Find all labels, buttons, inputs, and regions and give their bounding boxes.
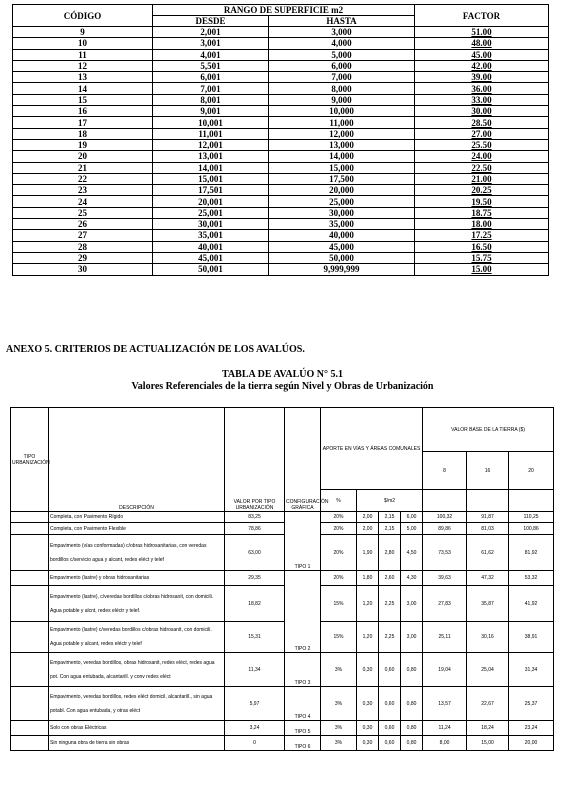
desde-cell: 50,001 xyxy=(153,264,269,275)
table-row xyxy=(13,241,549,252)
config-cell: TIPO 5 xyxy=(285,721,321,736)
desde-cell: 3,001 xyxy=(153,38,269,49)
descripcion-cell: Empavimento, veredas bordillos, redes eléct domicil, alcantarill., sin agua potabl. Con agua entubada, y otras eléct xyxy=(49,687,225,721)
descripcion-cell: Completa, con Pavimento Flexible xyxy=(49,523,225,535)
pct-cell: 3% xyxy=(321,721,357,736)
valor-cell: 5,97 xyxy=(225,687,285,721)
aporte-cell: 1,90 xyxy=(357,535,379,571)
hasta-cell: 4,000 xyxy=(269,38,415,49)
valor-cell: 83,25 xyxy=(225,512,285,523)
codigo-cell: 11 xyxy=(13,49,153,60)
table-row xyxy=(11,523,554,535)
config-cell: TIPO 1 xyxy=(285,512,321,571)
valor-cell: 0 xyxy=(225,736,285,751)
factor-cell: 42.00 xyxy=(415,60,549,71)
table-row xyxy=(11,535,554,571)
hasta-cell: 45,000 xyxy=(269,241,415,252)
desde-cell: 35,001 xyxy=(153,230,269,241)
avaluo-table xyxy=(10,407,554,751)
table-row xyxy=(13,27,549,38)
codigo-cell: 18 xyxy=(13,128,153,139)
table-row xyxy=(11,571,554,586)
aporte-cell: 0,30 xyxy=(357,721,379,736)
factor-cell: 30.00 xyxy=(415,106,549,117)
table-row xyxy=(13,83,549,94)
aporte-cell: 2,25 xyxy=(379,622,401,653)
pct-cell: 20% xyxy=(321,571,357,586)
descripcion-cell: Empavimento (lastre) c/veredas bordillos c/obras hidrosanit, con domicili. Agua potable y alcant, redes eléctr y telef xyxy=(49,622,225,653)
hasta-cell: 5,000 xyxy=(269,49,415,60)
desde-cell: 2,001 xyxy=(153,27,269,38)
desde-cell: 12,001 xyxy=(153,139,269,150)
factor-cell: 16.50 xyxy=(415,241,549,252)
superficie-factor-table xyxy=(12,4,549,276)
base-20-header: 20 xyxy=(509,452,554,490)
factor-cell: 20.25 xyxy=(415,185,549,196)
codigo-cell: 23 xyxy=(13,185,153,196)
codigo-cell: 14 xyxy=(13,83,153,94)
table-row xyxy=(11,687,554,721)
desde-cell: 20,001 xyxy=(153,196,269,207)
factor-cell: 19.50 xyxy=(415,196,549,207)
desde-cell: 14,001 xyxy=(153,162,269,173)
aporte-cell: 2,00 xyxy=(357,523,379,535)
hasta-cell: 40,000 xyxy=(269,230,415,241)
codigo-cell: 9 xyxy=(13,27,153,38)
codigo-cell: 12 xyxy=(13,60,153,71)
desde-cell: 11,001 xyxy=(153,128,269,139)
valor-cell: 15,31 xyxy=(225,622,285,653)
base-cell: 31,34 xyxy=(509,653,554,687)
factor-cell: 17.25 xyxy=(415,230,549,241)
factor-cell: 15.00 xyxy=(415,264,549,275)
m2-header: $/m2 xyxy=(357,490,423,512)
table-row xyxy=(13,72,549,83)
base-cell: 15,00 xyxy=(467,736,509,751)
pct-cell: 3% xyxy=(321,653,357,687)
base-header: VALOR BASE DE LA TIERRA ($) xyxy=(423,408,554,452)
pct-cell: 20% xyxy=(321,523,357,535)
hasta-cell: 30,000 xyxy=(269,207,415,218)
base-cell: 25,11 xyxy=(423,622,467,653)
aporte-cell: 3,00 xyxy=(401,622,423,653)
pct-cell: 3% xyxy=(321,687,357,721)
base-cell: 100,86 xyxy=(509,523,554,535)
base-cell: 100,32 xyxy=(423,512,467,523)
base-cell: 39,63 xyxy=(423,571,467,586)
table-row xyxy=(11,586,554,622)
hasta-cell: 14,000 xyxy=(269,151,415,162)
aporte-cell: 2,15 xyxy=(379,512,401,523)
codigo-cell: 29 xyxy=(13,252,153,263)
table-row xyxy=(13,38,549,49)
table2-subtitle: Valores Referenciales de la tierra según Nivel y Obras de Urbanización xyxy=(131,381,434,392)
aporte-cell: 2,80 xyxy=(379,535,401,571)
tipo-cell xyxy=(11,622,49,653)
base-cell: 47,32 xyxy=(467,571,509,586)
factor-cell: 51.00 xyxy=(415,27,549,38)
table-row xyxy=(13,151,549,162)
aporte-cell: 6,00 xyxy=(401,512,423,523)
hasta-cell: 20,000 xyxy=(269,185,415,196)
base-16-header: 16 xyxy=(467,452,509,490)
descripcion-cell: Completa, con Pavimento Rígido xyxy=(49,512,225,523)
descripcion-cell: Empavimento (lastre) y obras hidrosanitarias xyxy=(49,571,225,586)
table-row xyxy=(13,173,549,184)
aporte-cell: 0,60 xyxy=(379,687,401,721)
aporte-cell: 2,00 xyxy=(357,512,379,523)
desde-cell: 45,001 xyxy=(153,252,269,263)
base-cell: 11,24 xyxy=(423,721,467,736)
rango-header: RANGO DE SUPERFICIE m2 xyxy=(153,5,415,16)
hasta-cell: 9,000 xyxy=(269,94,415,105)
config-header: CONFIGURACIÓN GRÁFICA xyxy=(285,408,321,512)
hasta-cell: 6,000 xyxy=(269,60,415,71)
tipo-cell xyxy=(11,512,49,523)
table-row xyxy=(11,622,554,653)
codigo-cell: 27 xyxy=(13,230,153,241)
desde-header: DESDE xyxy=(153,16,269,27)
tipo-cell xyxy=(11,687,49,721)
desde-cell: 15,001 xyxy=(153,173,269,184)
hasta-cell: 8,000 xyxy=(269,83,415,94)
pct-cell: 20% xyxy=(321,535,357,571)
hasta-cell: 9,999,999 xyxy=(269,264,415,275)
desde-cell: 13,001 xyxy=(153,151,269,162)
codigo-cell: 28 xyxy=(13,241,153,252)
valor-cell: 11,34 xyxy=(225,653,285,687)
codigo-cell: 21 xyxy=(13,162,153,173)
base-cell: 19,04 xyxy=(423,653,467,687)
factor-cell: 18.00 xyxy=(415,219,549,230)
pct-header: % xyxy=(321,490,357,512)
tipo-cell xyxy=(11,523,49,535)
table-row xyxy=(11,736,554,751)
superficie-factor-body xyxy=(13,27,549,276)
codigo-cell: 19 xyxy=(13,139,153,150)
hasta-cell: 50,000 xyxy=(269,252,415,263)
hasta-header: HASTA xyxy=(269,16,415,27)
factor-header: FACTOR xyxy=(415,5,549,27)
base-cell: 18,24 xyxy=(467,721,509,736)
pct-cell: 15% xyxy=(321,622,357,653)
desde-cell: 5,501 xyxy=(153,60,269,71)
hasta-cell: 13,000 xyxy=(269,139,415,150)
base-cell: 23,24 xyxy=(509,721,554,736)
aporte-cell: 0,30 xyxy=(357,736,379,751)
base-cell: 81,92 xyxy=(509,535,554,571)
base-8-header: 8 xyxy=(423,452,467,490)
hasta-cell: 25,000 xyxy=(269,196,415,207)
aporte-cell: 2,25 xyxy=(379,586,401,622)
factor-cell: 28.50 xyxy=(415,117,549,128)
factor-cell: 21.00 xyxy=(415,173,549,184)
base-cell: 38,91 xyxy=(509,622,554,653)
table-row xyxy=(13,196,549,207)
codigo-cell: 24 xyxy=(13,196,153,207)
aporte-cell: 3,00 xyxy=(401,586,423,622)
config-cell: TIPO 6 xyxy=(285,736,321,751)
table-row xyxy=(13,128,549,139)
codigo-cell: 15 xyxy=(13,94,153,105)
valor-cell: 3,24 xyxy=(225,721,285,736)
factor-cell: 24.00 xyxy=(415,151,549,162)
aporte-cell: 0,30 xyxy=(357,653,379,687)
table2-title: TABLA DE AVALÚO N° 5.1 xyxy=(222,369,343,380)
factor-cell: 18.75 xyxy=(415,207,549,218)
aporte-cell: 0,60 xyxy=(379,653,401,687)
desde-cell: 30,001 xyxy=(153,219,269,230)
table-row xyxy=(11,512,554,523)
descripcion-cell: Sin ninguna obra de tierra sin obras xyxy=(49,736,225,751)
descripcion-cell: Empavimento, veredas bordillos, obras hidrosanit, redes eléct, redes agua pot. Con agua entubada, alcantarill. y conv redes eléct xyxy=(49,653,225,687)
base-cell: 25,04 xyxy=(467,653,509,687)
desde-cell: 7,001 xyxy=(153,83,269,94)
desde-cell: 8,001 xyxy=(153,94,269,105)
aporte-cell: 1,20 xyxy=(357,622,379,653)
avaluo-body xyxy=(11,512,554,751)
aporte-cell: 1,20 xyxy=(357,586,379,622)
tipo-cell xyxy=(11,653,49,687)
base-cell: 13,57 xyxy=(423,687,467,721)
base-cell: 73,53 xyxy=(423,535,467,571)
tipo-cell xyxy=(11,736,49,751)
aporte-cell: 5,00 xyxy=(401,523,423,535)
codigo-cell: 13 xyxy=(13,72,153,83)
pct-cell: 20% xyxy=(321,512,357,523)
base-cell: 30,16 xyxy=(467,622,509,653)
desde-cell: 17,501 xyxy=(153,185,269,196)
aporte-cell: 2,60 xyxy=(379,571,401,586)
table-row xyxy=(13,185,549,196)
aporte-cell: 4,30 xyxy=(401,571,423,586)
factor-cell: 33.00 xyxy=(415,94,549,105)
tipo-cell xyxy=(11,586,49,622)
hasta-cell: 15,000 xyxy=(269,162,415,173)
tipo-header: TIPO URBANIZACIÓN xyxy=(11,408,49,512)
table-row xyxy=(11,653,554,687)
tipo-cell xyxy=(11,535,49,571)
base-cell: 8,00 xyxy=(423,736,467,751)
annex-title: ANEXO 5. CRITERIOS DE ACTUALIZACIÓN DE LOS AVALÚOS. xyxy=(6,344,305,355)
factor-cell: 22.50 xyxy=(415,162,549,173)
base-cell: 91,87 xyxy=(467,512,509,523)
descripcion-header: DESCRIPCIÓN xyxy=(49,408,225,512)
base-cell: 81,03 xyxy=(467,523,509,535)
desde-cell: 9,001 xyxy=(153,106,269,117)
table-row xyxy=(13,162,549,173)
table-row xyxy=(13,219,549,230)
tipo-cell xyxy=(11,721,49,736)
table-row xyxy=(13,207,549,218)
codigo-cell: 30 xyxy=(13,264,153,275)
descripcion-cell: Empavimento (vías conformadas) c/obras hidrosanitarias, con veredas bordillos c/servicio agua y alcant, redes eléct y telef xyxy=(49,535,225,571)
factor-cell: 45.00 xyxy=(415,49,549,60)
valor-cell: 63,00 xyxy=(225,535,285,571)
base-cell: 110,25 xyxy=(509,512,554,523)
base-cell: 27,83 xyxy=(423,586,467,622)
table-row xyxy=(13,117,549,128)
codigo-cell: 22 xyxy=(13,173,153,184)
base-cell: 89,86 xyxy=(423,523,467,535)
pct-cell: 3% xyxy=(321,736,357,751)
codigo-cell: 25 xyxy=(13,207,153,218)
codigo-cell: 26 xyxy=(13,219,153,230)
valor-cell: 78,86 xyxy=(225,523,285,535)
aporte-header: APORTE EN VÍAS Y ÁREAS COMUNALES xyxy=(321,408,423,490)
config-cell: TIPO 2 xyxy=(285,571,321,653)
table-row xyxy=(11,721,554,736)
aporte-cell: 0,30 xyxy=(357,687,379,721)
aporte-cell: 0,80 xyxy=(401,736,423,751)
descripcion-cell: Solo con obras Eléctricas xyxy=(49,721,225,736)
aporte-cell: 0,80 xyxy=(401,653,423,687)
config-cell: TIPO 3 xyxy=(285,653,321,687)
base-cell: 22,67 xyxy=(467,687,509,721)
base-cell: 25,37 xyxy=(509,687,554,721)
desde-cell: 4,001 xyxy=(153,49,269,60)
aporte-cell: 0,80 xyxy=(401,721,423,736)
aporte-cell: 2,15 xyxy=(379,523,401,535)
table-row xyxy=(13,139,549,150)
codigo-header: CÓDIGO xyxy=(13,5,153,27)
base-cell: 61,62 xyxy=(467,535,509,571)
factor-cell: 36.00 xyxy=(415,83,549,94)
table-row xyxy=(13,49,549,60)
config-cell: TIPO 4 xyxy=(285,687,321,721)
base-cell: 53,32 xyxy=(509,571,554,586)
valor-header: VALOR POR TIPO URBANIZACIÓN xyxy=(225,408,285,512)
hasta-cell: 10,000 xyxy=(269,106,415,117)
desde-cell: 10,001 xyxy=(153,117,269,128)
hasta-cell: 17,500 xyxy=(269,173,415,184)
hasta-cell: 12,000 xyxy=(269,128,415,139)
valor-cell: 29,35 xyxy=(225,571,285,586)
factor-cell: 27.00 xyxy=(415,128,549,139)
codigo-cell: 16 xyxy=(13,106,153,117)
pct-cell: 15% xyxy=(321,586,357,622)
factor-cell: 15.75 xyxy=(415,252,549,263)
valor-cell: 18,82 xyxy=(225,586,285,622)
desde-cell: 6,001 xyxy=(153,72,269,83)
desde-cell: 40,001 xyxy=(153,241,269,252)
desde-cell: 25,001 xyxy=(153,207,269,218)
codigo-cell: 17 xyxy=(13,117,153,128)
base-cell: 20,00 xyxy=(509,736,554,751)
hasta-cell: 7,000 xyxy=(269,72,415,83)
aporte-cell: 4,50 xyxy=(401,535,423,571)
aporte-cell: 0,60 xyxy=(379,736,401,751)
aporte-cell: 1,80 xyxy=(357,571,379,586)
base-cell: 35,87 xyxy=(467,586,509,622)
table-row xyxy=(13,230,549,241)
hasta-cell: 11,000 xyxy=(269,117,415,128)
factor-cell: 25.50 xyxy=(415,139,549,150)
table-row xyxy=(13,252,549,263)
hasta-cell: 3,000 xyxy=(269,27,415,38)
tipo-cell xyxy=(11,571,49,586)
base-cell: 41,92 xyxy=(509,586,554,622)
table-row xyxy=(13,106,549,117)
aporte-cell: 0,60 xyxy=(379,721,401,736)
hasta-cell: 35,000 xyxy=(269,219,415,230)
codigo-cell: 10 xyxy=(13,38,153,49)
factor-cell: 48.00 xyxy=(415,38,549,49)
factor-cell: 39.00 xyxy=(415,72,549,83)
table-row xyxy=(13,94,549,105)
descripcion-cell: Empavimento (lastre), c/veredas bordillos c/obras hidrosanit, con domicili. Agua potable y alcnt, redes eléctr y telef. xyxy=(49,586,225,622)
codigo-cell: 20 xyxy=(13,151,153,162)
aporte-cell: 0,80 xyxy=(401,687,423,721)
table-row xyxy=(13,60,549,71)
table-row xyxy=(13,264,549,275)
